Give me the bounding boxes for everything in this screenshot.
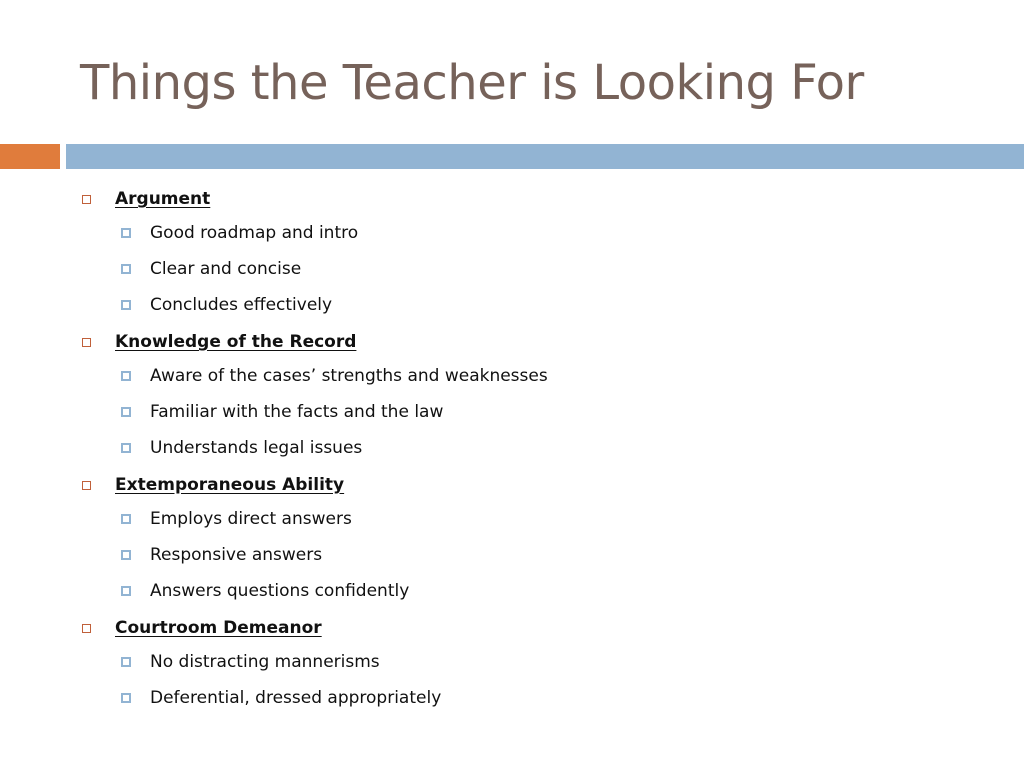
list-item bbox=[80, 358, 980, 394]
list-item-text: Responsive answers bbox=[150, 545, 323, 565]
square-bullet-icon bbox=[82, 195, 91, 204]
list-item bbox=[80, 251, 980, 287]
square-bullet-icon bbox=[82, 481, 91, 490]
section-knowledge-of-record bbox=[80, 327, 980, 466]
square-bullet-icon bbox=[82, 338, 91, 347]
filled-square-bullet-icon bbox=[121, 264, 131, 274]
list-item-text: Understands legal issues bbox=[150, 438, 363, 458]
section-heading-item bbox=[80, 613, 980, 644]
list-item bbox=[80, 644, 980, 680]
filled-square-bullet-icon bbox=[121, 550, 131, 560]
filled-square-bullet-icon bbox=[121, 443, 131, 453]
accent-bar-orange bbox=[0, 144, 60, 169]
section-heading: Courtroom Demeanor bbox=[115, 618, 322, 638]
section-heading: Knowledge of the Record bbox=[115, 332, 357, 352]
section-argument bbox=[80, 184, 980, 323]
section-heading-item bbox=[80, 470, 980, 501]
list-item bbox=[80, 680, 980, 716]
filled-square-bullet-icon bbox=[121, 586, 131, 596]
filled-square-bullet-icon bbox=[121, 693, 131, 703]
list-item-text: Aware of the cases’ strengths and weaknesses bbox=[150, 366, 548, 386]
slide-title: Things the Teacher is Looking For bbox=[80, 55, 864, 111]
accent-bar-blue bbox=[66, 144, 1024, 169]
filled-square-bullet-icon bbox=[121, 657, 131, 667]
list-item bbox=[80, 287, 980, 323]
list-item-text: Concludes effectively bbox=[150, 295, 333, 315]
filled-square-bullet-icon bbox=[121, 514, 131, 524]
list-item-text: Deferential, dressed appropriately bbox=[150, 688, 442, 708]
list-item-text: Employs direct answers bbox=[150, 509, 352, 529]
section-heading-item bbox=[80, 184, 980, 215]
filled-square-bullet-icon bbox=[121, 228, 131, 238]
list-item bbox=[80, 430, 980, 466]
list-item bbox=[80, 537, 980, 573]
section-heading: Extemporaneous Ability bbox=[115, 475, 345, 495]
section-courtroom-demeanor bbox=[80, 613, 980, 716]
section-heading: Argument bbox=[115, 189, 211, 209]
filled-square-bullet-icon bbox=[121, 300, 131, 310]
list-item bbox=[80, 573, 980, 609]
list-item-text: Answers questions confidently bbox=[150, 581, 410, 601]
list-item-text: Familiar with the facts and the law bbox=[150, 402, 444, 422]
bullet-list bbox=[80, 184, 980, 716]
section-extemporaneous-ability bbox=[80, 470, 980, 609]
square-bullet-icon bbox=[82, 624, 91, 633]
section-heading-item bbox=[80, 327, 980, 358]
list-item-text: No distracting mannerisms bbox=[150, 652, 380, 672]
list-item-text: Good roadmap and intro bbox=[150, 223, 359, 243]
list-item bbox=[80, 501, 980, 537]
list-item bbox=[80, 215, 980, 251]
list-item-text: Clear and concise bbox=[150, 259, 302, 279]
filled-square-bullet-icon bbox=[121, 371, 131, 381]
list-item bbox=[80, 394, 980, 430]
filled-square-bullet-icon bbox=[121, 407, 131, 417]
